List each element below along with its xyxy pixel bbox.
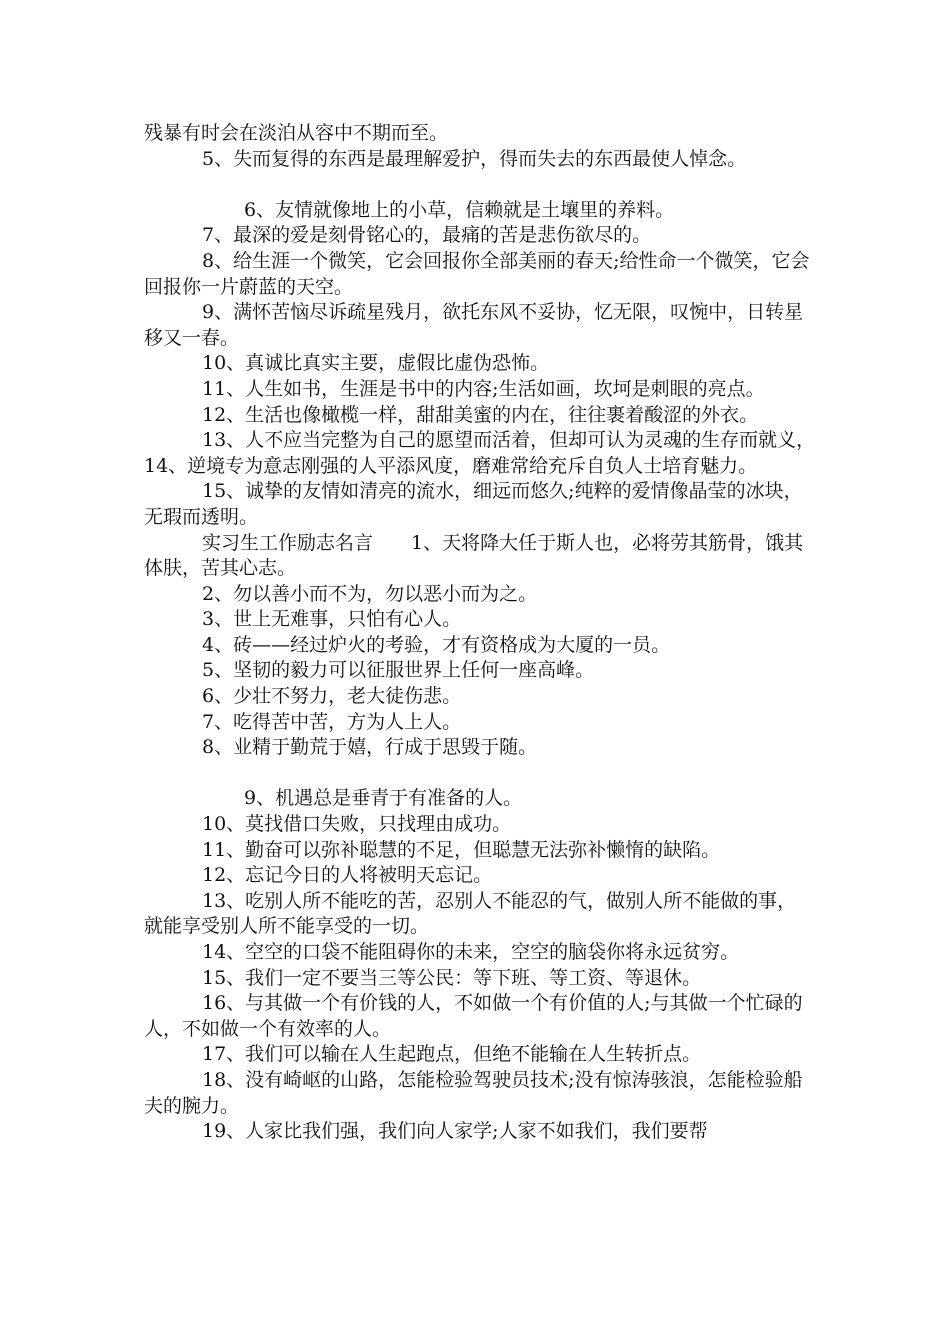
document-paragraph: 4、砖——经过炉火的考验，才有资格成为大厦的一员。 [202, 633, 671, 656]
document-paragraph: 9、满怀苦恼尽诉疏星残月，欲托东风不妥协，忆无限，叹惋中，日转星移又一春。 [144, 301, 804, 349]
document-paragraph: 15、我们一定不要当三等公民：等下班、等工资、等退休。 [202, 966, 702, 989]
document-paragraph: 7、吃得苦中苦，方为人上人。 [202, 710, 462, 733]
document-paragraph: 16、与其做一个有价钱的人，不如做一个有价值的人;与其做一个忙碌的人，不如做一个有效率的人。 [144, 992, 803, 1040]
document-paragraph: 12、生活也像橄榄一样，甜甜美蜜的内在，往往裹着酸涩的外衣。 [202, 403, 759, 426]
document-paragraph: 6、少壮不努力，老大徒伤悲。 [202, 685, 462, 708]
document-paragraph: 11、人生如书，生涯是书中的内容;生活如画，坎坷是刺眼的亮点。 [202, 377, 765, 400]
document-paragraph: 5、失而复得的东西是最理解爱护，得而失去的东西最使人悼念。 [202, 147, 747, 170]
document-paragraph: 13、人不应当完整为自己的愿望而活着，但却可认为灵魂的生存而就义， 14、逆境专为意志刚强的人平添风度，磨难常给充斥自负人士培育魅力。 [144, 429, 844, 477]
document-paragraph: 9、机遇总是垂青于有准备的人。 [244, 787, 523, 810]
document-paragraph: 8、业精于勤荒于嬉，行成于思毁于随。 [202, 736, 538, 759]
document-paragraph: 6、友情就像地上的小草，信赖就是土壤里的养料。 [244, 198, 675, 221]
document-paragraph: 15、诚挚的友情如清亮的流水，细远而悠久;纯粹的爱情像晶莹的冰块，无瑕而透明。 [144, 480, 803, 528]
document-paragraph: 14、空空的口袋不能阻碍你的未来，空空的脑袋你将永远贫穷。 [202, 941, 740, 963]
document-paragraph: 11、勤奋可以弥补聪慧的不足，但聪慧无法弥补懒惰的缺陷。 [202, 838, 721, 861]
document-paragraph: 3、世上无难事，只怕有心人。 [202, 608, 462, 631]
document-paragraph: 18、没有崎岖的山路，怎能检验驾驶员技术;没有惊涛骇浪，怎能检验船夫的腕力。 [144, 1068, 803, 1117]
document-paragraph: 19、人家比我们强，我们向人家学;人家不如我们，我们要帮 [202, 1120, 708, 1143]
document-paragraph: 实习生工作励志名言 1、天将降大任于斯人也，必将劳其筋骨，饿其体肤，苦其心志。 [144, 531, 804, 580]
document-paragraph: 10、莫找借口失败，只找理由成功。 [202, 813, 512, 836]
document-paragraph: 12、忘记今日的人将被明天忘记。 [202, 864, 493, 887]
document-paragraph: 10、真诚比真实主要，虚假比虚伪恐怖。 [202, 352, 550, 375]
document-paragraph: 13、吃别人所不能吃的苦，忍别人不能忍的气，做别人所不能做的事，就能享受别人所不能享受的一切。 [144, 889, 797, 938]
document-paragraph: 7、最深的爱是刻骨铭心的，最痛的苦是悲伤欲尽的。 [202, 224, 652, 247]
document-paragraph: 2、勿以善小而不为，勿以恶小而为之。 [202, 582, 538, 605]
document-body [144, 121, 844, 1145]
document-paragraph: 17、我们可以输在人生起跑点，但绝不能输在人生转折点。 [202, 1043, 702, 1066]
document-paragraph: 5、坚韧的毅力可以征服世界上任何一座高峰。 [202, 659, 595, 682]
document-paragraph: 8、给生涯一个微笑，它会回报你全部美丽的春天;给性命一个微笑，它会回报你一片蔚蓝的天空。 [144, 249, 810, 298]
document-paragraph: 残暴有时会在淡泊从容中不期而至。 [144, 122, 449, 144]
